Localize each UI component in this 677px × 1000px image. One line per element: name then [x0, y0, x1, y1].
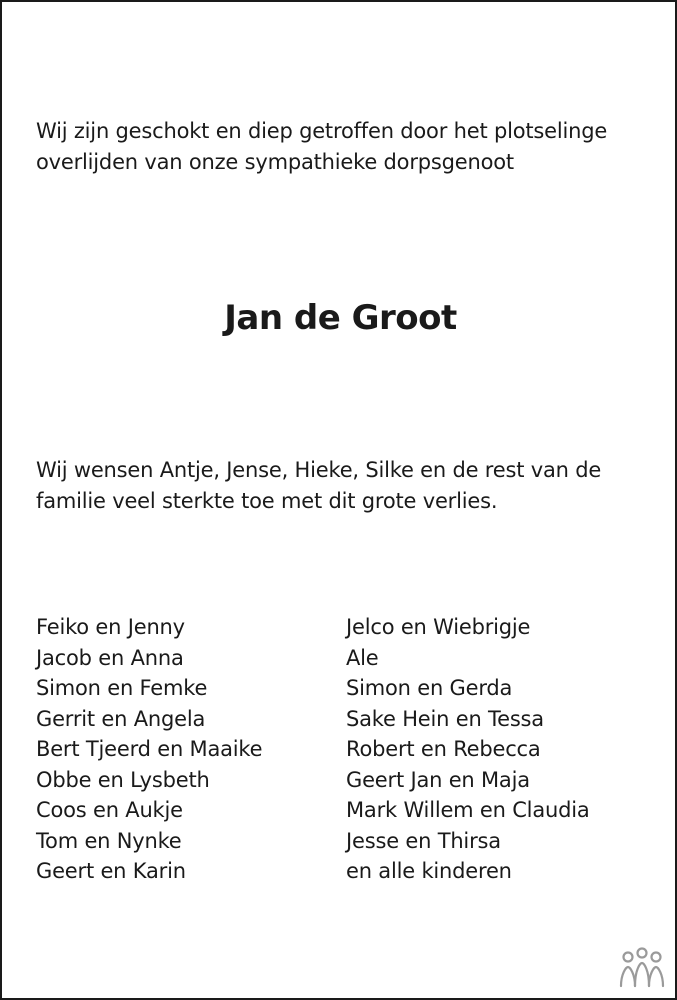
signer: Sake Hein en Tessa — [346, 706, 544, 731]
deceased-name: Jan de Groot — [224, 298, 457, 338]
signer: Obbe en Lysbeth — [36, 767, 210, 792]
intro-line-2: overlijden van onze sympathieke dorpsgenoot — [36, 150, 514, 174]
signer: Ale — [346, 645, 379, 670]
condolence-line-1: Wij wensen Antje, Jense, Hieke, Silke en de rest van de — [36, 458, 602, 482]
signer: Coos en Aukje — [36, 798, 183, 822]
signer: Geert Jan en Maja — [346, 767, 530, 792]
signers-left-column — [36, 612, 262, 887]
signer: Jacob en Anna — [36, 645, 184, 670]
condolence-line-2: familie veel sterkte toe met dit grote verlies. — [36, 489, 498, 513]
signer: Mark Willem en Claudia — [346, 798, 590, 822]
intro-text — [36, 116, 656, 178]
signer: Bert Tjeerd en Maaike — [36, 737, 263, 761]
signer: Simon en Gerda — [346, 676, 513, 700]
intro-line-1: Wij zijn geschokt en diep getroffen door het plotselinge — [36, 119, 608, 143]
signer: Gerrit en Angela — [36, 706, 206, 731]
signer: Jelco en Wiebrigje — [346, 615, 531, 639]
signer: Robert en Rebecca — [346, 737, 541, 761]
signer: Simon en Femke — [36, 676, 208, 700]
signer: Geert en Karin — [36, 859, 186, 883]
signer: Jesse en Thirsa — [346, 828, 501, 853]
condolence-text — [36, 455, 656, 517]
signer: en alle kinderen — [346, 859, 512, 883]
signer: Feiko en Jenny — [36, 615, 185, 639]
signer: Tom en Nynke — [36, 828, 182, 853]
signers-right-column — [346, 612, 590, 887]
people-group-icon — [617, 946, 667, 990]
